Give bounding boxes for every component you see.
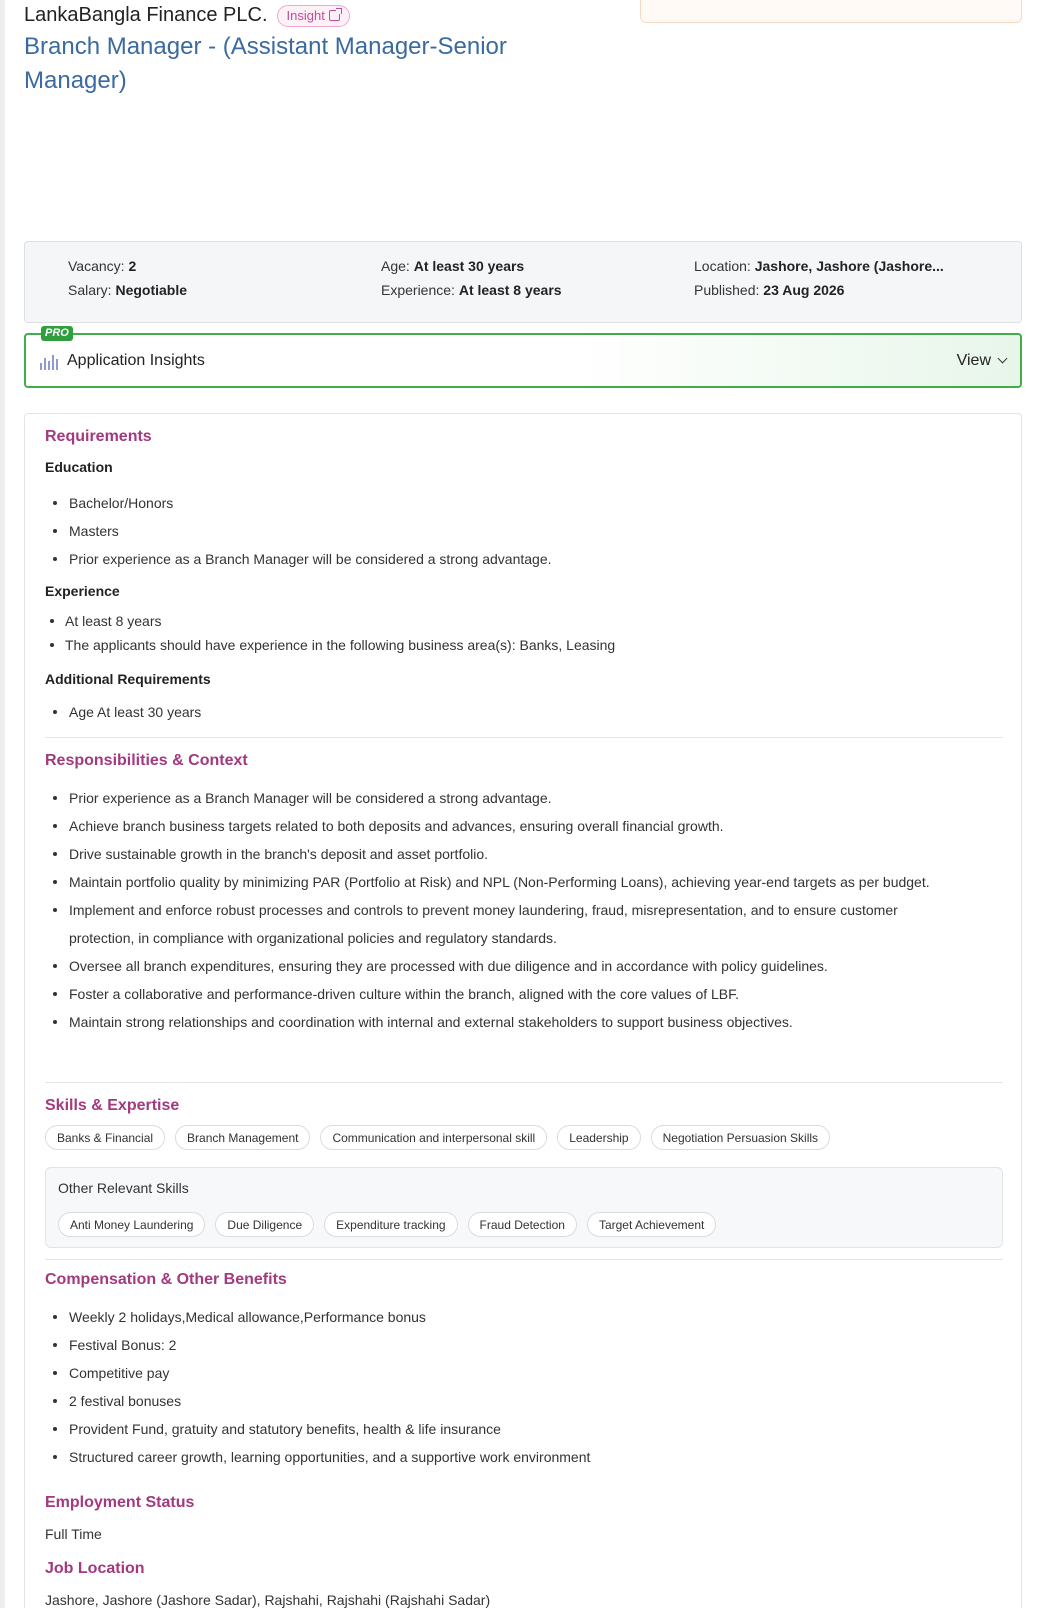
list-item: Provident Fund, gratuity and statutory benefits, health & life insurance	[45, 1415, 590, 1443]
requirements-title: Requirements	[45, 428, 152, 445]
list-item: Foster a collaborative and performance-driven culture within the branch, aligned with the core values of LBF.	[45, 980, 965, 1008]
skill-chip[interactable]: Target Achievement	[587, 1212, 716, 1237]
application-insights-panel[interactable]	[24, 333, 1022, 388]
experience-title: Experience	[45, 583, 120, 599]
list-item: Bachelor/Honors	[45, 489, 552, 517]
list-item: Implement and enforce robust processes and controls to prevent money laundering, fraud, misrepresentation, and to ensure customer protection, in compliance with organizational policies and regulatory standards.	[45, 896, 965, 952]
list-item: Structured career growth, learning opportunities, and a supportive work environment	[45, 1443, 590, 1471]
job-title: Branch Manager - (Assistant Manager-Senior Manager)	[24, 33, 507, 94]
published-info: Published: 23 Aug 2026	[694, 282, 845, 298]
chevron-down-icon	[998, 354, 1008, 364]
other-skills-box	[45, 1167, 1003, 1248]
insight-link[interactable]	[277, 5, 350, 27]
list-item: Achieve branch business targets related to both deposits and advances, ensuring overall financial growth.	[45, 812, 965, 840]
list-item: Oversee all branch expenditures, ensuring they are processed with due diligence and in accordance with policy guidelines.	[45, 952, 965, 980]
skill-chip[interactable]: Expenditure tracking	[324, 1212, 457, 1237]
skill-chip[interactable]: Branch Management	[175, 1125, 310, 1150]
location-info: Location: Jashore, Jashore (Jashore...	[694, 258, 944, 274]
list-item: 2 festival bonuses	[45, 1387, 590, 1415]
left-edge	[0, 0, 5, 1608]
responsibilities-list	[45, 784, 965, 1036]
job-details-card	[24, 413, 1022, 1608]
apply-panel	[640, 0, 1022, 23]
view-insights-button[interactable]: View	[957, 352, 1006, 370]
company-name[interactable]: LankaBangla Finance PLC.	[24, 4, 268, 26]
skill-chip[interactable]: Negotiation Persuasion Skills	[651, 1125, 830, 1150]
skill-chip[interactable]: Banks & Financial	[45, 1125, 165, 1150]
chart-icon	[40, 352, 58, 370]
list-item: At least 8 years	[45, 609, 615, 633]
additional-requirements-title: Additional Requirements	[45, 671, 211, 687]
education-list	[45, 489, 552, 573]
employment-status-title: Employment Status	[45, 1494, 195, 1511]
skill-chip[interactable]: Leadership	[557, 1125, 640, 1150]
list-item: Drive sustainable growth in the branch's deposit and asset portfolio.	[45, 840, 965, 868]
external-link-icon	[329, 10, 340, 21]
age-info: Age: At least 30 years	[381, 258, 525, 274]
skill-chip[interactable]: Due Diligence	[215, 1212, 314, 1237]
section-divider	[45, 1082, 1003, 1083]
insight-label: Insight	[286, 8, 325, 23]
list-item: Maintain portfolio quality by minimizing PAR (Portfolio at Risk) and NPL (Non-Performing Loans), achieving year-end targets as per budget.	[45, 868, 965, 896]
job-summary	[24, 241, 1022, 323]
other-skills-title: Other Relevant Skills	[58, 1180, 189, 1196]
skills-chips	[45, 1125, 830, 1150]
section-divider	[45, 1259, 1003, 1260]
skill-chip[interactable]: Communication and interpersonal skill	[320, 1125, 547, 1150]
skill-chip[interactable]: Fraud Detection	[468, 1212, 577, 1237]
list-item: Maintain strong relationships and coordination with internal and external stakeholders to support business objectives.	[45, 1008, 965, 1036]
list-item: Age At least 30 years	[45, 698, 201, 726]
list-item: Festival Bonus: 2	[45, 1331, 590, 1359]
employment-status-value: Full Time	[45, 1526, 102, 1542]
education-title: Education	[45, 459, 113, 475]
additional-requirements-list	[45, 698, 201, 726]
responsibilities-title: Responsibilities & Context	[45, 752, 248, 769]
skills-title: Skills & Expertise	[45, 1097, 180, 1114]
experience-list	[45, 609, 615, 657]
job-location-value: Jashore, Jashore (Jashore Sadar), Rajshahi, Rajshahi (Rajshahi Sadar)	[45, 1592, 491, 1608]
compensation-list	[45, 1303, 590, 1471]
experience-info: Experience: At least 8 years	[381, 282, 562, 298]
list-item: Prior experience as a Branch Manager will be considered a strong advantage.	[45, 784, 965, 812]
list-item: Masters	[45, 517, 552, 545]
skill-chip[interactable]: Anti Money Laundering	[58, 1212, 205, 1237]
company-row	[24, 4, 350, 27]
list-item: Prior experience as a Branch Manager will be considered a strong advantage.	[45, 545, 552, 573]
other-skills-chips	[58, 1212, 716, 1237]
list-item: The applicants should have experience in the following business area(s): Banks, Leasing	[45, 633, 615, 657]
vacancy-info: Vacancy: 2	[68, 258, 137, 274]
compensation-title: Compensation & Other Benefits	[45, 1271, 287, 1288]
section-divider	[45, 737, 1003, 738]
job-location-title: Job Location	[45, 1560, 145, 1577]
salary-info: Salary: Negotiable	[68, 282, 188, 298]
pro-badge: PRO	[41, 326, 73, 341]
list-item: Weekly 2 holidays,Medical allowance,Performance bonus	[45, 1303, 590, 1331]
list-item: Competitive pay	[45, 1359, 590, 1387]
application-insights-label: Application Insights	[67, 351, 205, 369]
